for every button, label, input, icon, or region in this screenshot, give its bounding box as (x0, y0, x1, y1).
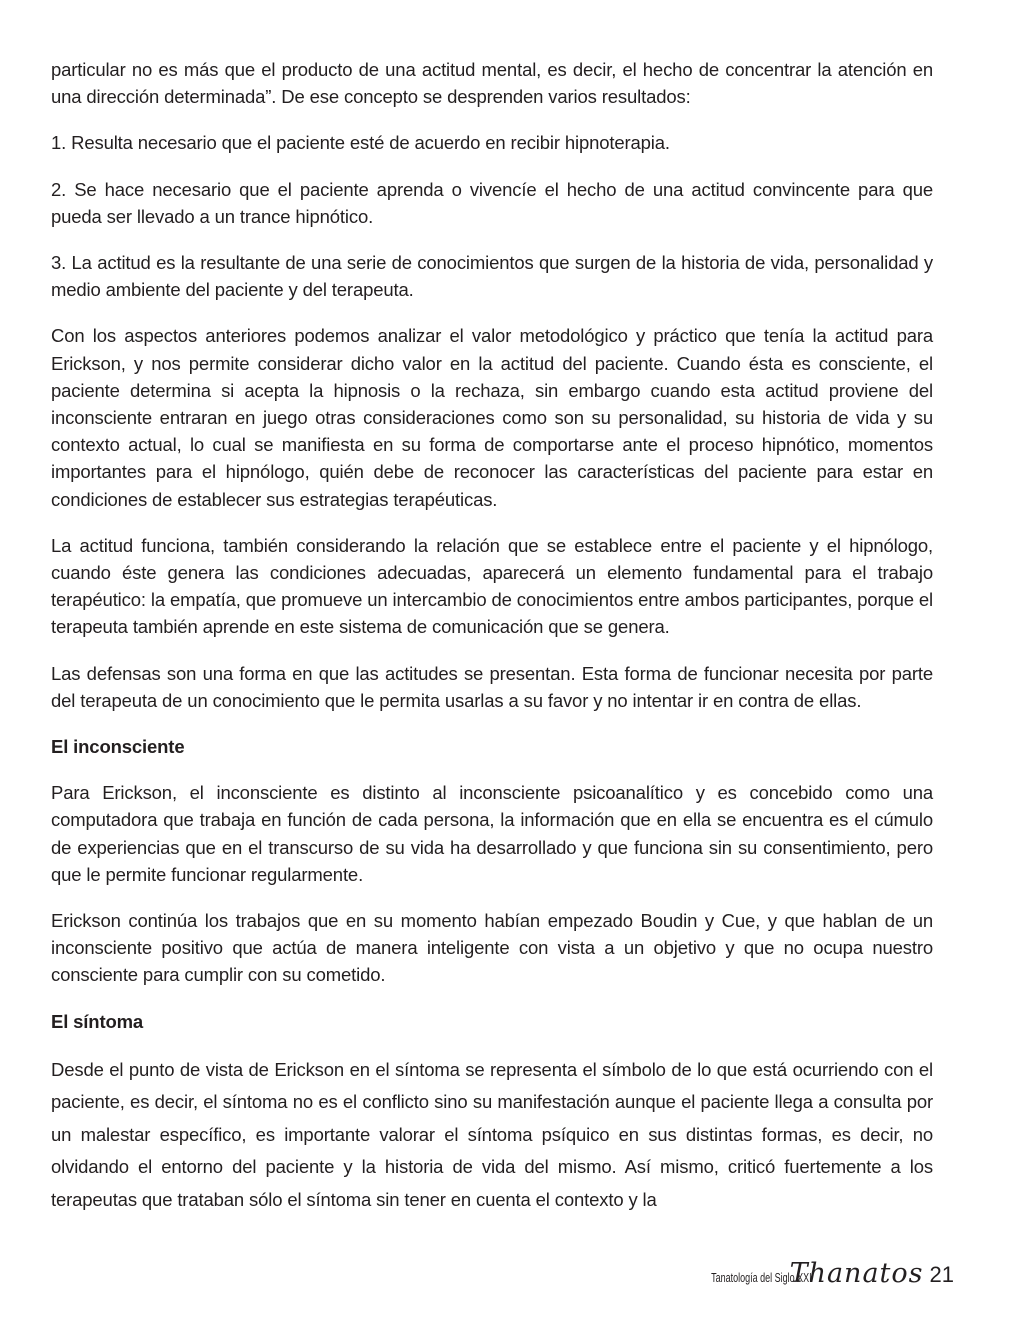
list-item-3: 3. La actitud es la resultante de una serie de conocimientos que surgen de la historia de vida, personalidad y medio ambiente del paciente y del terapeuta. (51, 252, 933, 301)
page-footer (672, 1258, 954, 1289)
paragraph: Desde el punto de vista de Erickson en el síntoma se representa el símbolo de lo que está ocurriendo con el paciente, es decir, el síntoma no es el conflicto sino su manifestación aunque el paciente llega a consulta por un malestar específico, es importante valorar el síntoma psíquico en sus distintas formas, es decir, no olvidando el entorno del paciente y la historia de vida del mismo. Así mismo, criticó fuertemente a los terapeutas que trataban sólo el síntoma sin tener en cuenta el contexto y la (51, 1058, 933, 1210)
section-heading: El inconsciente (51, 736, 185, 758)
article-body (51, 56, 933, 1235)
paragraph: Con los aspectos anteriores podemos analizar el valor metodológico y práctico que tenía la actitud para Erickson, y nos permite considerar dicho valor en la actitud del paciente. Cuando ésta es consciente, el paciente determina si acepta la hipnosis o la rechaza, sin embargo cuando esta actitud proviene del inconsciente entraran en juego otras consideraciones como son su personalidad, su historia de vida y su contexto actual, lo cual se manifiesta en su forma de comportarse ante el proceso hipnótico, momentos importantes para el hipnólogo, quién debe de reconocer las características del paciente para estar en condiciones de establecer sus estrategias terapéuticas. (51, 325, 933, 510)
section-heading: El síntoma (51, 1010, 144, 1032)
paragraph: Las defensas son una forma en que las actitudes se presentan. Esta forma de funcionar necesita por parte del terapeuta de un conocimiento que le permita usarlas a su favor y no intentar ir en contra de ellas. (51, 662, 933, 711)
paragraph: La actitud funciona, también considerando la relación que se establece entre el paciente y el hipnólogo, cuando éste genera las condiciones adecuadas, aparecerá un elemento fundamental para el trabajo terapéutico: la empatía, que promueve un intercambio de conocimientos entre ambos participantes, porque el terapeuta también aprende en este sistema de comunicación que se genera. (51, 534, 933, 638)
list-item-1: 1. Resulta necesario que el paciente esté de acuerdo en recibir hipnoterapia. (51, 132, 670, 154)
list-item-2: 2. Se hace necesario que el paciente aprenda o vivencíe el hecho de una actitud convincente para que pueda ser llevado a un trance hipnótico. (51, 178, 933, 227)
paragraph: particular no es más que el producto de una actitud mental, es decir, el hecho de concentrar la atención en una dirección determinada”. De ese concepto se desprenden varios resultados: (51, 59, 933, 108)
paragraph: Erickson continúa los trabajos que en su momento habían empezado Boudin y Cue, y que hablan de un inconsciente positivo que actúa de manera inteligente con vista a un objetivo y que no ocupa nuestro consciente para cumplir con su cometido. (51, 910, 933, 986)
footer-brand-logo: Thanatos (789, 1258, 924, 1289)
footer-series-title: Tanatología del Siglo XXI (710, 1271, 812, 1285)
paragraph: Para Erickson, el inconsciente es distinto al inconsciente psicoanalítico y es concebido como una computadora que trabaja en función de cada persona, la información que en ella se encuentra es el cúmulo de experiencias que en el transcurso de su vida ha desarrollado y que funciona sin su consentimiento, pero que le permite funcionar regularmente. (51, 782, 933, 885)
page-number: 21 (929, 1262, 954, 1287)
